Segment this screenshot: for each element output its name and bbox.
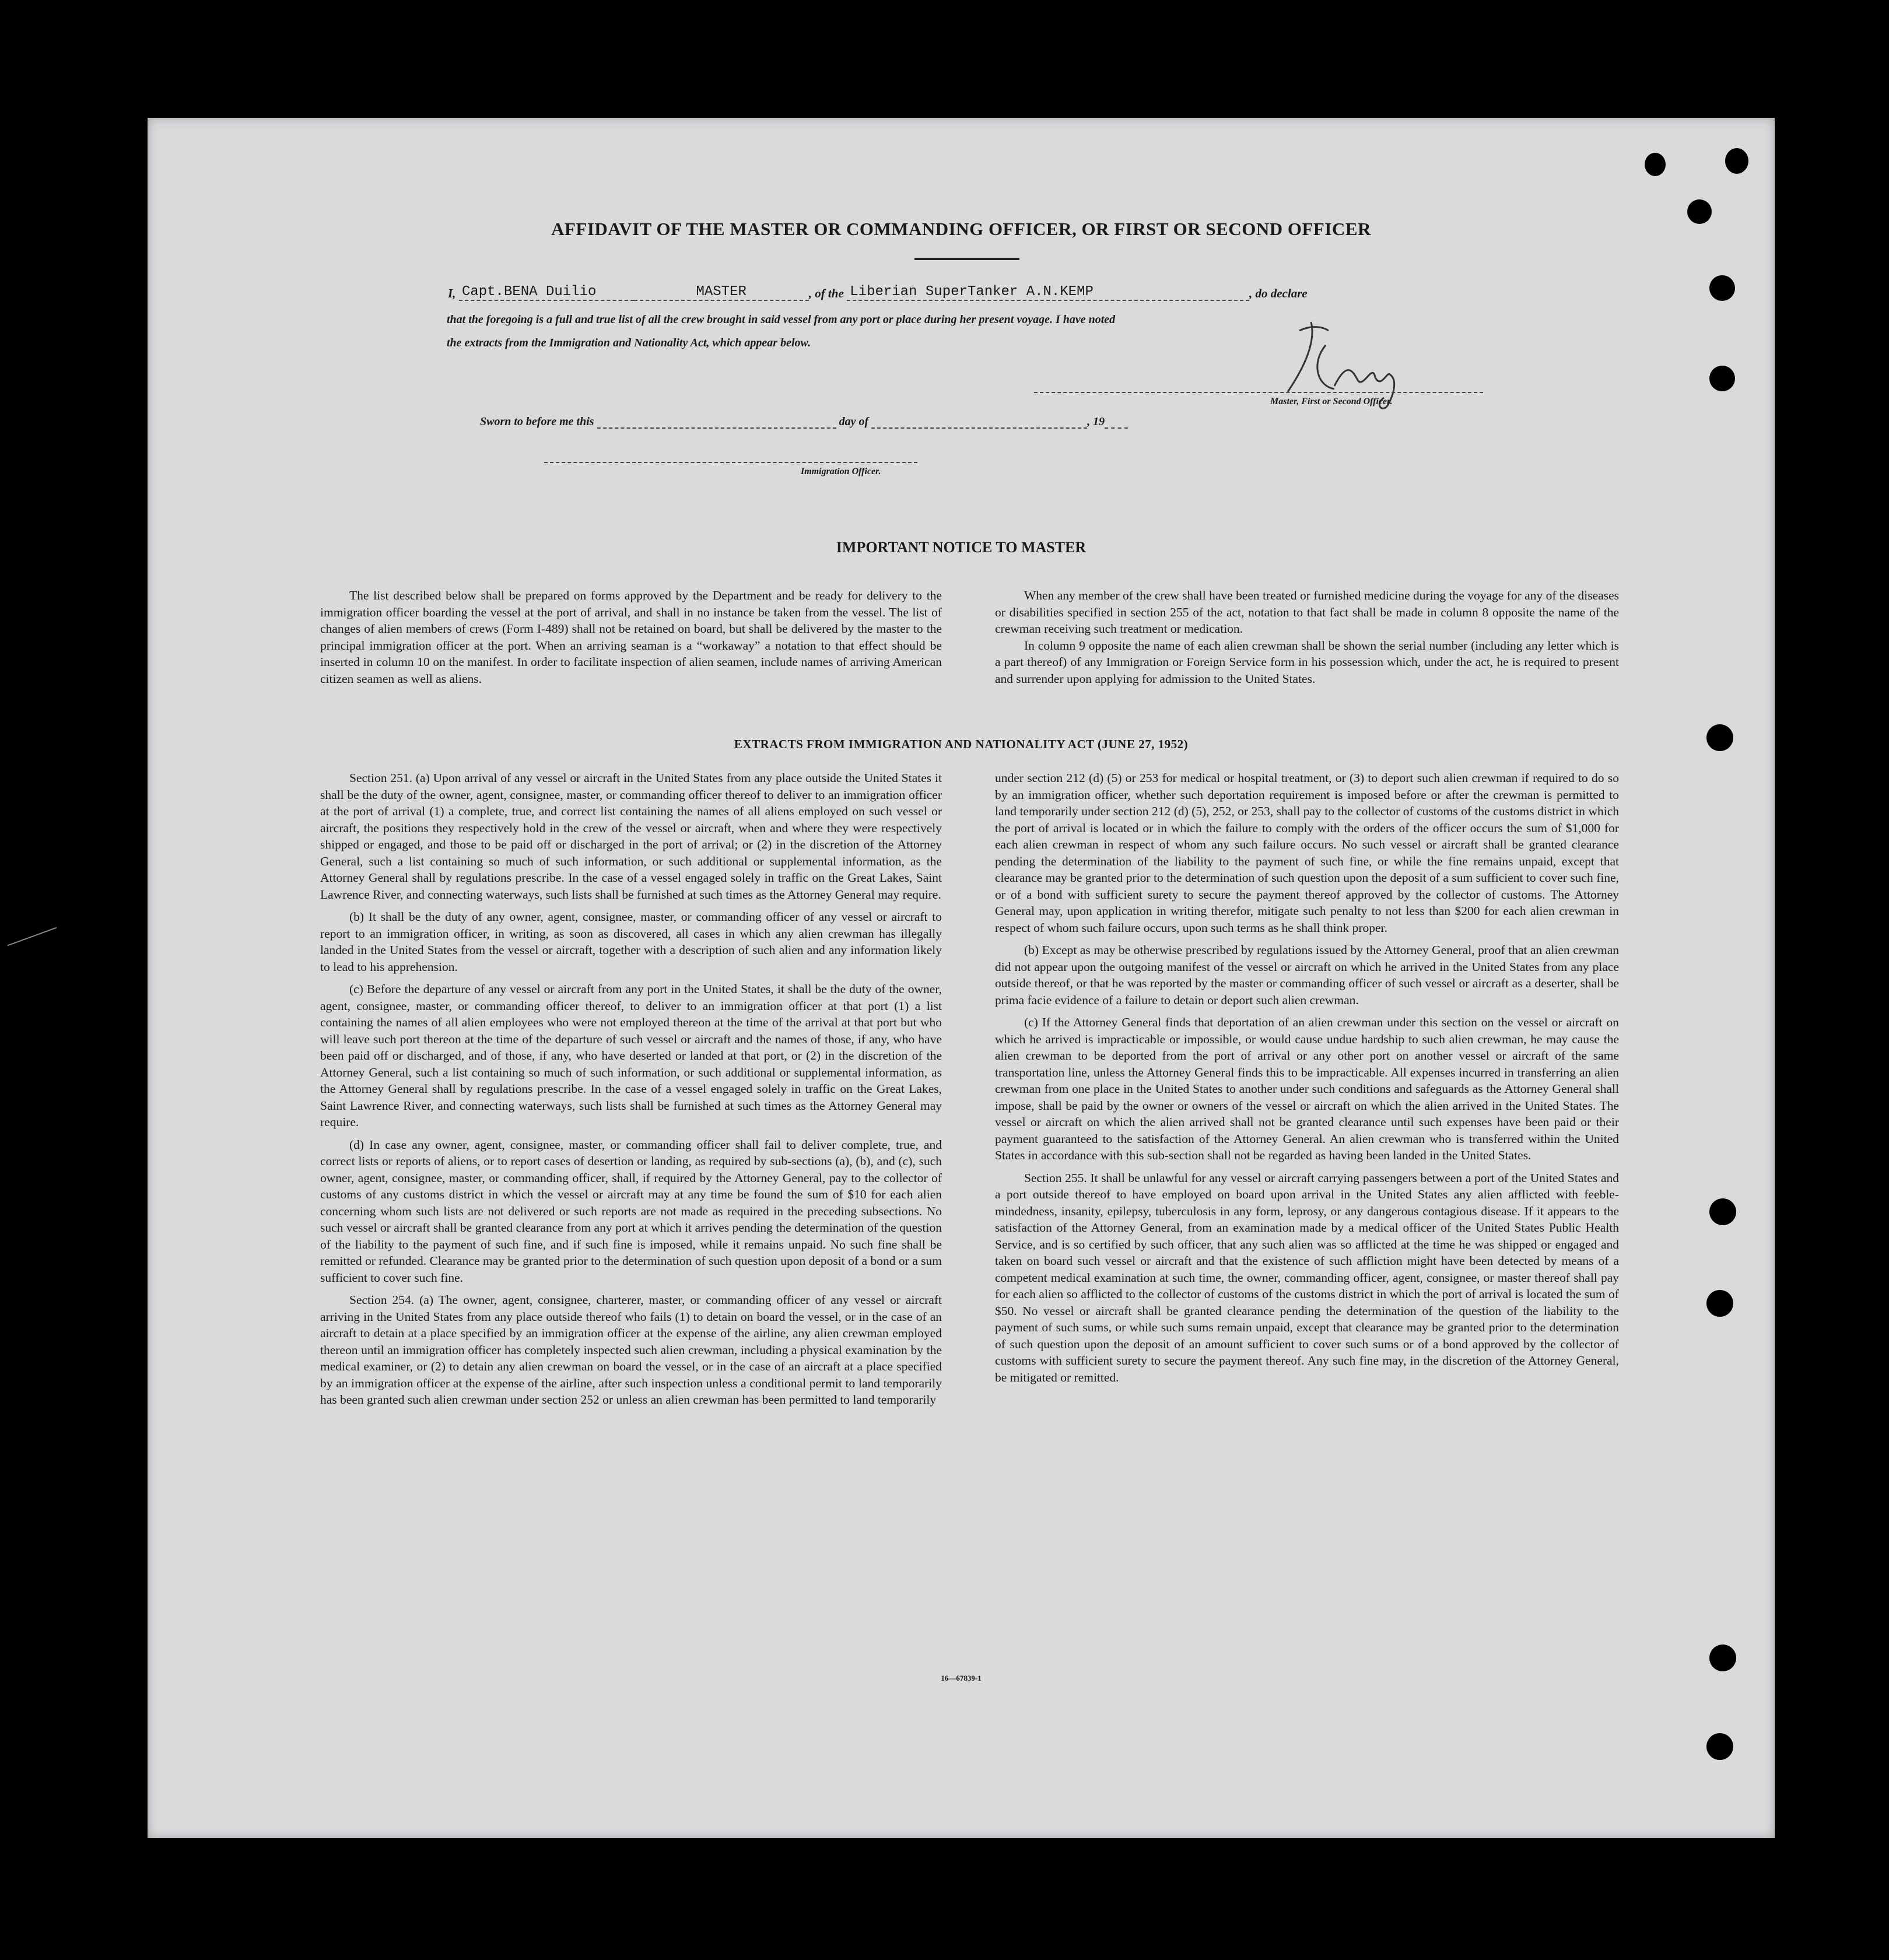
extract-paragraph: (b) It shall be the duty of any owner, agent, consignee, master, or commanding officer of any vessel or aircraft to report to an immigration officer, in writing, as soon as discovered, all cases in which any alien crewman has illegally landed in the United States from the vessel or aircraft, together with a description of such alien and any information likely to lead to his apprehension. <box>320 910 942 974</box>
extract-paragraph: Section 251. (a) Upon arrival of any vessel or aircraft in the United States from any place outside the United States it shall be the duty of the owner, agent, consignee, master, or commanding officer thereof to deliver to an immigration officer at the port of arrival (1) a complete, true, and correct list containing the names of all aliens employed on such vessel or aircraft, the positions they respectively hold in the crew of the vessel or aircraft, when and where they were respectively shipped or engaged, and those to be paid off or discharged in the port of arrival; or (2) in the discretion of the Attorney General, such a list containing so much of such information, or such additional or supplemental information, as the Attorney General shall by regulations prescribe. In the case of a vessel engaged solely in traffic on the Great Lakes, Saint Lawrence River, and connecting waterways, such lists shall be furnished at such times as the Attorney General may require. <box>320 771 942 902</box>
form-code: 16—67839-1 <box>941 1674 982 1682</box>
binder-hole <box>1725 148 1748 174</box>
immigration-officer-label: Immigration Officer. <box>801 467 881 476</box>
binder-hole <box>1706 1290 1733 1317</box>
officer-name-field <box>459 284 634 301</box>
extract-paragraph: Section 255. It shall be unlawful for any vessel or aircraft carrying passengers between a port of the United States and a port outside thereof to have employed on board upon arrival in the United States any alien afflicted with feeble-mindedness, insanity, epilepsy, tuberculosis in any form, leprosy, or any dangerous contagious disease. If it appears to the satisfaction of the Attorney General, from an examination made by a medical officer of the United States Public Health Service, and is so certified by such officer, that any such alien was so afflicted at the time he was shipped or engaged and taken on board such vessel or aircraft and that the existence of such affliction might have been detected by means of a competent medical examination at such time, the owner, commanding officer, agent, consignee, or master thereof shall pay for each alien so afflicted to the collector of customs of the customs district in which the port of arrival is located the sum of $50. No vessel or aircraft shall be granted clearance pending the determination of the question of the liability to the payment of such sums, or while such sums remain unpaid, except that clearance may be granted prior to the determination of such question upon the deposit of an amount sufficient to cover such sums or of a bond approved by the collector of customs with sufficient surety to secure the payment thereof. Any such fine may, in the discretion of the Attorney General, be mitigated or remitted. <box>995 1170 1619 1384</box>
binder-hole <box>1709 1198 1736 1225</box>
sworn-month-field <box>871 427 1087 429</box>
extract-paragraph: Section 254. (a) The owner, agent, consignee, charterer, master, or commanding officer of any vessel or aircraft arriving in the United States from any place outside thereof who fails (1) to detain on board the vessel, or in the case of an aircraft to detain at a place specified by an immigration officer at the expense of the airline, any alien crewman employed thereon until an immigration officer has completely inspected such alien crewman, including a physical examination by the medical examiner, or (2) to detain any alien crewman on board the vessel, or in the case of an aircraft at a place specified by an immigration officer at the expense of the airline, after such inspection unless a conditional permit to land temporarily has been granted such alien crewman under section 252 or unless an alien crewman has been permitted to land temporarily <box>320 1293 942 1407</box>
document-sheet <box>148 118 1775 1838</box>
rank-field <box>634 284 809 301</box>
binder-hole <box>1709 366 1735 391</box>
sworn-label: Sworn to before me this <box>480 415 594 428</box>
declaration-line-2: that the foregoing is a full and true list of all the crew brought in said vessel from any port or place during her present voyage. I have noted <box>447 313 1116 326</box>
extracts-left-column <box>320 770 942 1414</box>
title-divider <box>914 258 1019 260</box>
do-declare-label: , do declare <box>1249 286 1308 300</box>
extracts-title: EXTRACTS FROM IMMIGRATION AND NATIONALITY ACT (JUNE 27, 1952) <box>734 737 1189 751</box>
of-the-label: , of the <box>808 286 844 300</box>
signature-line <box>1034 392 1483 393</box>
notice-left-paragraph: The list described below shall be prepared on forms approved by the Department and be ready for delivery to the immigration officer boarding the vessel at the port of arrival, and shall in no instance be taken from the vessel. The list of changes of alien members of crews (Form I-489) shall not be retained on board, but shall be delivered by the master to the principal immigration officer at the port. When an arriving seaman is a “workaway” a notation to that effect should be inserted in column 10 on the manifest. In order to facilitate inspection of alien seamen, include names of arriving American citizen seamen as well as aliens. <box>320 588 942 686</box>
declaration-line-1 <box>448 284 1498 301</box>
i-label: I, <box>448 286 456 300</box>
notice-title: IMPORTANT NOTICE TO MASTER <box>836 539 1087 556</box>
affidavit-title: AFFIDAVIT OF THE MASTER OR COMMANDING OFFICER, OR FIRST OR SECOND OFFICER <box>551 219 1371 239</box>
binder-hole <box>1706 1733 1733 1760</box>
notice-right-paragraph-1: When any member of the crew shall have been treated or furnished medicine during the voyage for any of the diseases or disabilities specified in section 255 of the act, notation to that fact shall be made in column 8 opposite the name of the crewman receiving such treatment or medication. <box>995 588 1619 636</box>
declaration-line-3: the extracts from the Immigration and Nationality Act, which appear below. <box>447 336 811 349</box>
extract-paragraph: under section 212 (d) (5) or 253 for medical or hospital treatment, or (3) to deport such alien crewman if required to do so by an immigration officer, whether such deportation requirement is imposed before or after the crewman is permitted to land temporarily under section 212 (d) (5), 252, or 253, shall pay to the collector of customs of the customs district in which the port of arrival is located or in which the failure to comply with the orders of the officer occurs the sum of $1,000 for each alien crewman in respect of whom any such failure occurs. No such vessel or aircraft shall be granted clearance pending the determination of the liability to the payment of such fine, or while the fine remains unpaid, except that clearance may be granted prior to the determination of such question upon the deposit of a sum sufficient to cover such fine, or of a bond with sufficient surety to secure the payment thereof approved by the collector of customs. The Attorney General may, upon application in writing therefor, mitigate such penalty to not less than $200 for each alien crewman in respect of whom such failure occurs, upon such terms as he shall think proper. <box>995 771 1619 935</box>
binder-hole <box>1709 275 1735 301</box>
extracts-right-column <box>995 770 1619 1391</box>
vessel-name: Liberian SuperTanker A.N.KEMP <box>850 284 1094 300</box>
notice-left-column <box>320 587 942 693</box>
binder-hole <box>1645 153 1666 176</box>
rank: MASTER <box>696 284 747 300</box>
binder-hole <box>1709 1645 1736 1671</box>
sworn-day-field <box>597 427 836 429</box>
extract-paragraph: (d) In case any owner, agent, consignee, master, or commanding officer shall fail to deliver complete, true, and correct lists or reports of aliens, or to report cases of desertion or landing, as required by sub-sections (a), (b), and (c), such owner, agent, consignee, master, or commanding officer, shall, if required by the Attorney General, pay to the collector of customs of any customs district in which the vessel or aircraft may at any time be found the sum of $10 for each alien concerning whom such lists are not delivered or such reports are not made as required in the preceding subsections. No such vessel or aircraft shall be granted clearance from any port at which it arrives pending the determination of the question of the liability to the payment of such fine, and if such fine is imposed, while it remains unpaid. No such fine shall be remitted or refunded. Clearance may be granted prior to the determination of such question upon deposit of a bond or a sum sufficient to cover such fine. <box>320 1137 942 1285</box>
notice-right-column <box>995 587 1619 693</box>
extract-paragraph: (b) Except as may be otherwise prescribed by regulations issued by the Attorney General, proof that an alien crewman did not appear upon the outgoing manifest of the vessel or aircraft on which he arrived in the United States from any place outside thereof, or that he was reported by the master or commanding officer of such vessel or aircraft as a deserter, shall be prima facie evidence of a failure to detain or deport such alien crewman. <box>995 943 1619 1007</box>
immigration-officer-line <box>544 462 917 463</box>
day-of-label: day of <box>839 415 869 428</box>
sworn-year-field <box>1105 427 1128 429</box>
year-label: , 19 <box>1087 415 1105 428</box>
signature-label: Master, First or Second Officer. <box>1270 397 1393 406</box>
extract-paragraph: (c) If the Attorney General finds that deportation of an alien crewman under this section on the vessel or aircraft on which he arrived is impracticable or impossible, or would cause undue hardship to such alien crewman, he may cause the alien crewman to be deported from the port of arrival or any other port on another vessel or aircraft of the same transportation line, unless the Attorney General finds this to be impracticable. All expenses incurred in transferring an alien crewman from one place in the United States to another under such conditions and safeguards as the Attorney General shall impose, shall be paid by the owner or owners of the vessel or aircraft on which the alien arrived in the United States. The vessel or aircraft on which the alien arrived shall not be granted clearance until such expenses have been paid or their payment guaranteed to the satisfaction of the Attorney General. An alien crewman who is transferred within the United States in accordance with this sub-section shall not be regarded as having been landed in the United States. <box>995 1015 1619 1162</box>
notice-right-paragraph-2: In column 9 opposite the name of each alien crewman shall be shown the serial number (including any letter which is a part thereof) of any Immigration or Foreign Service form in his possession which, under the act, he is required to present and surrender upon applying for admission to the United States. <box>995 638 1619 686</box>
officer-name: Capt.BENA Duilio <box>461 284 597 300</box>
extract-paragraph: (c) Before the departure of any vessel or aircraft from any port in the United States, it shall be the duty of the owner, agent, consignee, master, or commanding officer thereof, to deliver to an immigration officer at that port (1) a list containing the names of all alien employees who were not employed thereon at the time of the arrival at that port but who will leave such port thereon at the time of the departure of such vessel or aircraft and the names of those, if any, who have been paid off or discharged, and of those, if any, who have deserted or landed at that port, or (2) in the discretion of the Attorney General, such a list containing so much of such information, or such additional or supplemental information, as the Attorney General shall by regulations prescribe. In the case of a vessel engaged solely in traffic on the Great Lakes, Saint Lawrence River, and connecting waterways, such lists shall be furnished at such times as the Attorney General may require. <box>320 982 942 1129</box>
scan-artifact <box>7 927 57 946</box>
vessel-field <box>847 284 1249 301</box>
sworn-line <box>480 415 1530 429</box>
